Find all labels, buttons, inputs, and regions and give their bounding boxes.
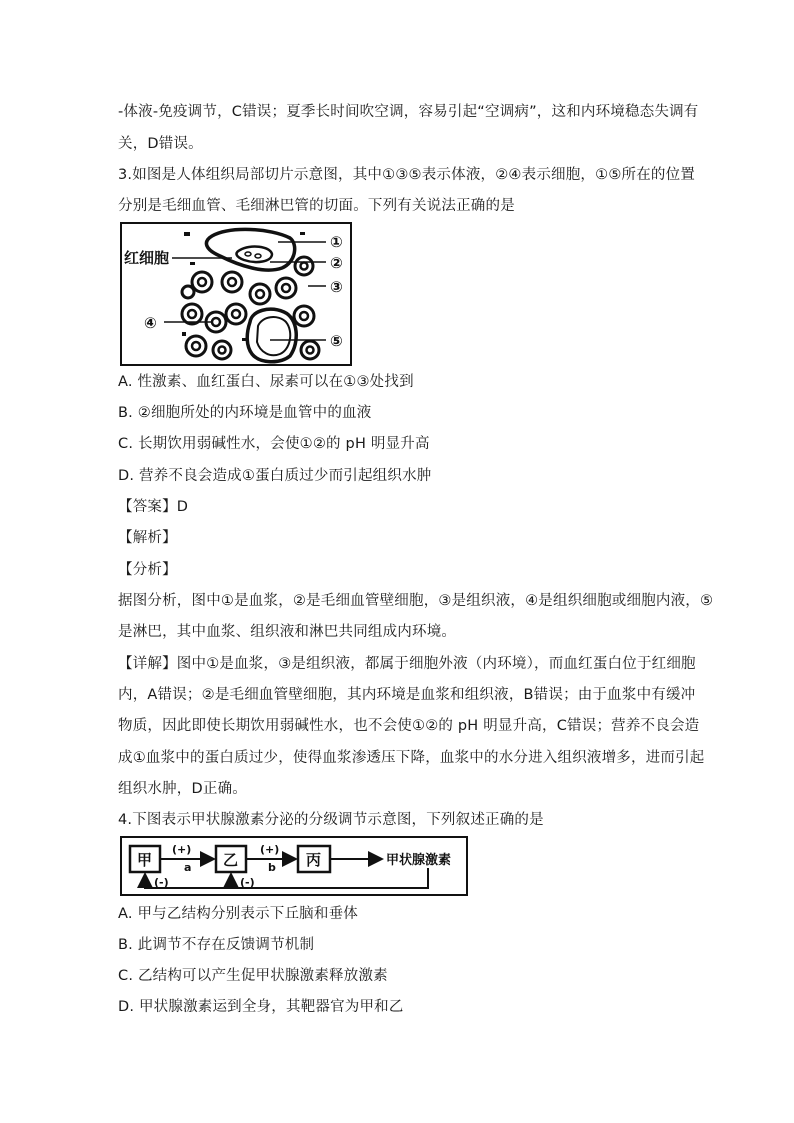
regulation-flow-figure [120, 836, 468, 896]
box-yi-label: 乙 [223, 851, 239, 869]
minus-sign-2: (-) [240, 876, 255, 889]
text-line: 关，D错误。 [118, 136, 203, 152]
text-line: -体液-免疫调节，C错误；夏季长时间吹空调，容易引起“空调病”，这和内环境稳态失调有 [118, 104, 699, 120]
option-a: A. 甲与乙结构分别表示下丘脑和垂体 [118, 906, 358, 922]
detail-text: 组织水肿，D正确。 [118, 781, 247, 797]
analysis-text: 是淋巴，其中血浆、组织液和淋巴共同组成内环境。 [118, 624, 457, 640]
option-d: D. 营养不良会造成①蛋白质过少而引起组织水肿 [118, 468, 432, 484]
detail-text: 【详解】图中①是血浆，③是组织液，都属于细胞外液（内环境），而血红蛋白位于红细胞 [118, 656, 696, 672]
analysis-text: 据图分析，图中①是血浆，②是毛细血管壁细胞，③是组织液，④是组织细胞或细胞内液，⑤ [118, 593, 714, 609]
label-2: ② [330, 254, 343, 272]
box-bing-label: 丙 [306, 851, 322, 869]
thyroid-hormone-label: 甲状腺激素 [386, 853, 452, 868]
detail-text: 物质，因此即使长期饮用弱碱性水，也不会使①②的 pH 明显升高，C错误；营养不良会造 [118, 718, 700, 734]
red-cell-label: 红细胞 [124, 249, 170, 267]
hormone-b-label: b [268, 861, 276, 874]
option-c: C. 乙结构可以产生促甲状腺激素释放激素 [118, 968, 388, 984]
detail-text: 成①血浆中的蛋白质过少，使得血浆渗透压下降，血浆中的水分进入组织液增多，进而引起 [118, 750, 705, 766]
question-3-stem: 3.如图是人体组织局部切片示意图，其中①③⑤表示体液，②④表示细胞，①⑤所在的位置 [118, 167, 696, 183]
answer: 【答案】D [118, 499, 189, 515]
detail-text: 内，A错误；②是毛细血管壁细胞，其内环境是血浆和组织液，B错误；由于血浆中有缓冲 [118, 687, 696, 703]
option-a: A. 性激素、血红蛋白、尿素可以在①③处找到 [118, 374, 414, 390]
option-d: D. 甲状腺激素运到全身，其靶器官为甲和乙 [118, 999, 404, 1015]
hormone-a-label: a [184, 861, 192, 874]
analysis-heading: 【解析】 [118, 530, 177, 546]
minus-sign-1: (-) [154, 876, 169, 889]
question-4-stem: 4.下图表示甲状腺激素分泌的分级调节示意图，下列叙述正确的是 [118, 812, 544, 828]
option-c: C. 长期饮用弱碱性水，会使①②的 pH 明显升高 [118, 436, 430, 452]
label-1: ① [330, 233, 343, 251]
plus-sign-2: (+) [260, 843, 280, 856]
label-4: ④ [144, 314, 157, 332]
option-b: B. ②细胞所处的内环境是血管中的血液 [118, 405, 372, 421]
tissue-section-figure [120, 222, 352, 366]
option-b: B. 此调节不存在反馈调节机制 [118, 937, 315, 953]
box-jia-label: 甲 [137, 851, 153, 869]
question-3-stem: 分别是毛细血管、毛细淋巴管的切面。下列有关说法正确的是 [118, 198, 515, 214]
label-5: ⑤ [330, 332, 343, 350]
analysis-subheading: 【分析】 [118, 562, 177, 578]
label-3: ③ [330, 278, 343, 296]
plus-sign-1: (+) [172, 843, 192, 856]
